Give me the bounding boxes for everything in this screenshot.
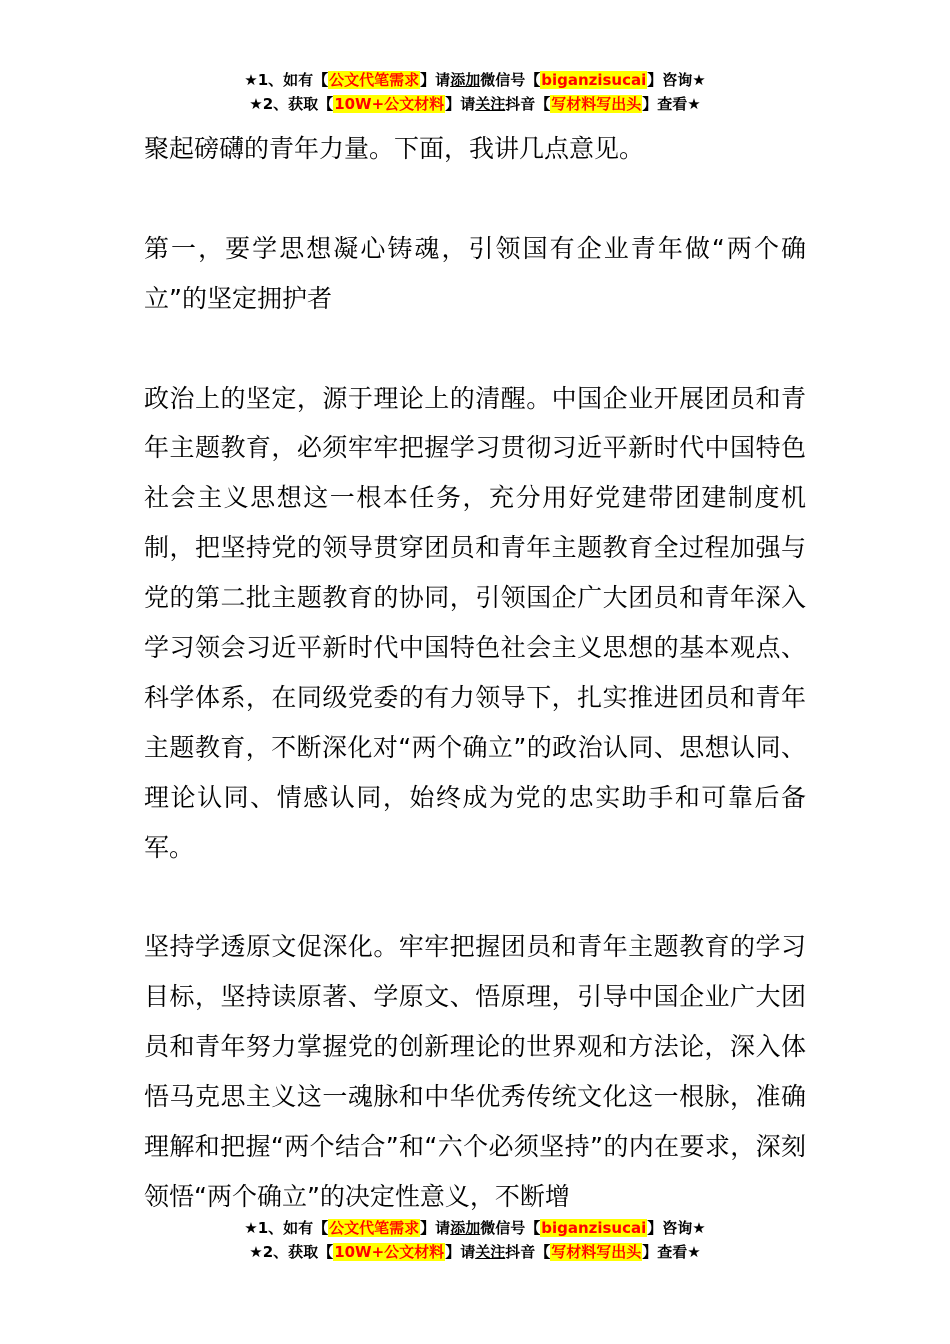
banner-highlight: 写材料写出头 xyxy=(551,1243,642,1261)
banner-line-2 xyxy=(0,92,950,116)
footer-banner xyxy=(0,1216,950,1264)
banner-underline: 添加 xyxy=(450,1219,481,1237)
paragraph-study: 坚持学透原文促深化。牢牢把握团员和青年主题教育的学习目标，坚持读原著、学原文、悟原理，引导中国企业广大团员和青年努力掌握党的创新理论的世界观和方法论，深入体悟马克思主义这一魂脉和中华优秀传统文化这一根脉，准确理解和把握“两个结合”和“六个必须坚持”的内在要求，深刻领悟“两个确立”的决定性意义，不断增 xyxy=(144,932,806,1211)
banner-text: 】请 xyxy=(445,95,476,113)
banner-highlight: 10W+公文材料 xyxy=(334,1243,445,1261)
banner-text: ★1、如有【 xyxy=(244,71,329,89)
banner-highlight: 公文代笔需求 xyxy=(329,1219,420,1237)
section-heading: 第一，要学思想凝心铸魂，引领国有企业青年做“两个确立”的坚定拥护者 xyxy=(144,233,806,313)
banner-line-2 xyxy=(0,1240,950,1264)
banner-text: ★2、获取【 xyxy=(249,1243,334,1261)
banner-text: 抖音【 xyxy=(505,95,551,113)
banner-highlight: biganzisucai xyxy=(541,71,647,89)
banner-text: 微信号【 xyxy=(480,71,541,89)
banner-text: 】咨询★ xyxy=(647,1219,706,1237)
banner-underline: 添加 xyxy=(450,71,481,89)
header-banner xyxy=(0,68,950,116)
paragraph-political: 政治上的坚定，源于理论上的清醒。中国企业开展团员和青年主题教育，必须牢牢把握学习贯彻习近平新时代中国特色社会主义思想这一根本任务，充分用好党建带团建制度机制，把坚持党的领导贯穿团员和青年主题教育全过程加强与党的第二批主题教育的协同，引领国企广大团员和青年深入学习领会习近平新时代中国特色社会主义思想的基本观点、科学体系，在同级党委的有力领导下，扎实推进团员和青年主题教育，不断深化对“两个确立”的政治认同、思想认同、理论认同、情感认同，始终成为党的忠实助手和可靠后备军。 xyxy=(144,383,806,862)
banner-text: 抖音【 xyxy=(505,1243,551,1261)
banner-text: ★1、如有【 xyxy=(244,1219,329,1237)
banner-line-1 xyxy=(0,1216,950,1240)
document-body xyxy=(144,124,806,1222)
banner-text: 】咨询★ xyxy=(647,71,706,89)
banner-underline: 关注 xyxy=(475,95,506,113)
banner-highlight: biganzisucai xyxy=(541,1219,647,1237)
banner-text: 微信号【 xyxy=(480,1219,541,1237)
banner-text: 】请 xyxy=(445,1243,476,1261)
banner-text: ★2、获取【 xyxy=(249,95,334,113)
banner-text: 】请 xyxy=(420,1219,451,1237)
banner-underline: 关注 xyxy=(475,1243,506,1261)
paragraph-intro: 聚起磅礴的青年力量。下面，我讲几点意见。 xyxy=(144,134,645,163)
banner-line-1 xyxy=(0,68,950,92)
banner-text: 】查看★ xyxy=(642,95,701,113)
banner-highlight: 写材料写出头 xyxy=(551,95,642,113)
banner-highlight: 公文代笔需求 xyxy=(329,71,420,89)
banner-highlight: 10W+公文材料 xyxy=(334,95,445,113)
banner-text: 】请 xyxy=(420,71,451,89)
banner-text: 】查看★ xyxy=(642,1243,701,1261)
